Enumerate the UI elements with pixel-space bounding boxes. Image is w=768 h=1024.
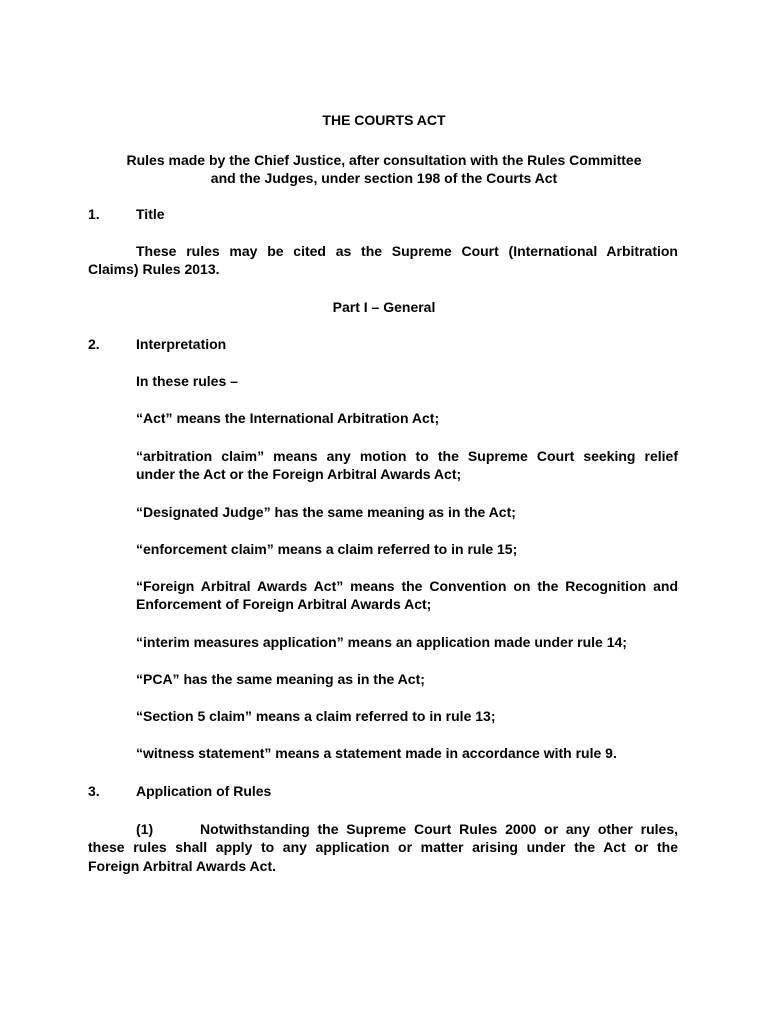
section-3-heading: Application of Rules	[136, 783, 272, 799]
section-1-para-line-2: Claims) Rules 2013.	[88, 261, 220, 277]
definition-section-5-claim: “Section 5 claim” means a claim referred to in rule 13;	[136, 708, 496, 724]
section-1-number: 1.	[88, 206, 100, 222]
section-2-heading: Interpretation	[136, 336, 227, 352]
definition-enforcement-claim: “enforcement claim” means a claim referred to in rule 15;	[136, 541, 518, 557]
section-2-lead: In these rules –	[136, 373, 238, 389]
definition-foreign-awards-line-1: “Foreign Arbitral Awards Act” means the Convention on the Recognition and	[136, 578, 678, 594]
definition-arbitration-line-1: “arbitration claim” means any motion to the Supreme Court seeking relief	[136, 448, 678, 464]
part-heading: Part I – General	[332, 299, 436, 315]
document-title: THE COURTS ACT	[322, 112, 446, 128]
definition-foreign-awards-line-2: Enforcement of Foreign Arbitral Awards Act;	[136, 596, 432, 612]
section-2-number: 2.	[88, 336, 100, 352]
intro-line-1: Rules made by the Chief Justice, after consultation with the Rules Committee	[126, 152, 642, 168]
definition-pca: “PCA” has the same meaning as in the Act;	[136, 671, 425, 687]
section-3-para-line-3: Foreign Arbitral Awards Act.	[88, 858, 276, 874]
definition-designated-judge: “Designated Judge” has the same meaning as in the Act;	[136, 504, 516, 520]
section-3-para-line-1: (1) Notwithstanding the Supreme Court Rules 2000 or any other rules,	[136, 821, 678, 837]
definition-arbitration-line-2: under the Act or the Foreign Arbitral Awards Act;	[136, 466, 462, 482]
section-3-number: 3.	[88, 783, 100, 799]
definition-act: “Act” means the International Arbitration Act;	[136, 410, 440, 426]
intro-line-2: and the Judges, under section 198 of the Courts Act	[210, 170, 558, 186]
section-1-heading: Title	[136, 206, 165, 222]
definition-interim-measures: “interim measures application” means an application made under rule 14;	[136, 634, 627, 650]
definition-witness-statement: “witness statement” means a statement made in accordance with rule 9.	[136, 745, 617, 761]
section-1-para-line-1: These rules may be cited as the Supreme Court (International Arbitration	[136, 243, 678, 259]
section-3-para-line-2: these rules shall apply to any application or matter arising under the Act or the	[88, 839, 678, 855]
